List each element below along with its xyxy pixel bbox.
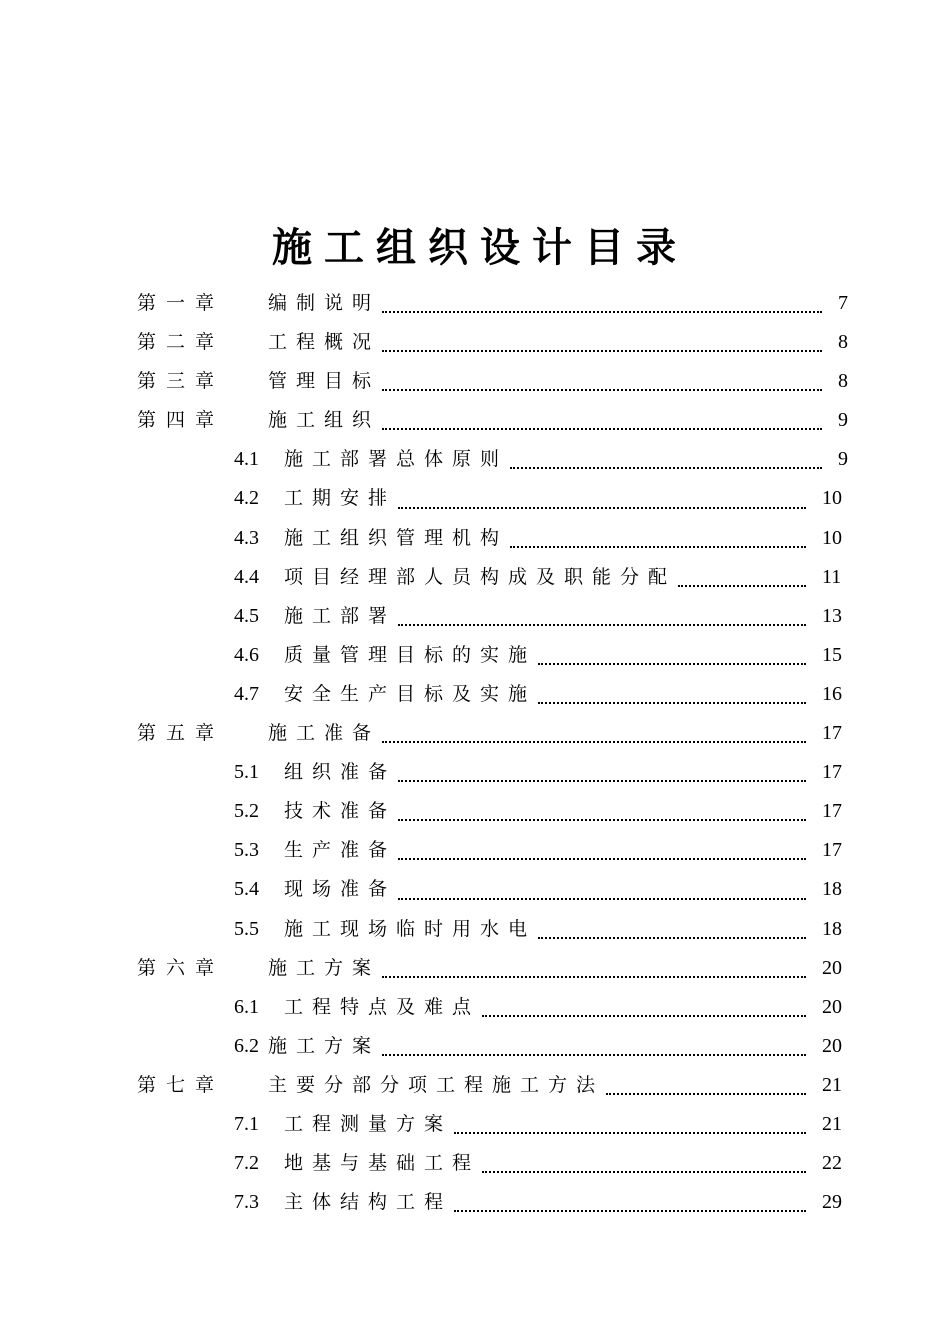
page-number: 18 — [822, 917, 842, 940]
entry-title: 工期安排 — [284, 487, 397, 510]
entry-title: 管理目标 — [268, 370, 381, 393]
dot-leader — [398, 792, 806, 831]
page-number: 8 — [838, 331, 848, 354]
entry-title: 现场准备 — [284, 878, 397, 901]
section-number: 5.2 — [234, 800, 259, 823]
section-number: 7.1 — [234, 1112, 259, 1135]
dot-leader — [538, 675, 806, 714]
dot-leader — [606, 1066, 806, 1105]
entry-title: 工程特点及难点 — [284, 995, 481, 1018]
dot-leader — [398, 753, 806, 792]
dot-leader — [382, 714, 806, 753]
page-number: 13 — [822, 604, 842, 627]
entry-title: 主要分部分项工程施工方法 — [268, 1073, 605, 1096]
toc-entry — [0, 323, 950, 362]
page-number: 17 — [822, 722, 842, 745]
dot-leader — [510, 519, 806, 558]
dot-leader — [538, 910, 806, 949]
section-number: 6.2 — [234, 1034, 259, 1057]
dot-leader — [482, 1144, 806, 1183]
section-number: 4.2 — [234, 487, 259, 510]
page-number: 21 — [822, 1073, 842, 1096]
page-number: 20 — [822, 995, 842, 1018]
page-number: 17 — [822, 839, 842, 862]
section-number: 5.1 — [234, 761, 259, 784]
section-number: 4.4 — [234, 565, 259, 588]
entry-title: 安全生产目标及实施 — [284, 682, 537, 705]
dot-leader — [382, 1027, 806, 1066]
entry-title: 施工准备 — [268, 722, 381, 745]
page-number: 22 — [822, 1152, 842, 1175]
chapter-number: 第三章 — [137, 370, 225, 393]
entry-title: 施工部署 — [284, 604, 397, 627]
toc-entry — [0, 1144, 950, 1183]
toc-entry — [0, 1027, 950, 1066]
toc-entry — [0, 636, 950, 675]
toc-entry — [0, 675, 950, 714]
section-number: 4.3 — [234, 526, 259, 549]
section-number: 5.4 — [234, 878, 259, 901]
entry-title: 施工方案 — [268, 1034, 381, 1057]
toc-entry — [0, 284, 950, 323]
toc-entry — [0, 988, 950, 1027]
dot-leader — [398, 870, 806, 909]
section-number: 6.1 — [234, 995, 259, 1018]
toc-entry — [0, 910, 950, 949]
entry-title: 项目经理部人员构成及职能分配 — [284, 565, 677, 588]
toc-title: 施工组织设计目录 — [272, 225, 688, 271]
page-number: 20 — [822, 956, 842, 979]
dot-leader — [454, 1183, 806, 1222]
toc-entry — [0, 479, 950, 518]
entry-title: 编制说明 — [268, 292, 381, 314]
page-number: 10 — [822, 526, 842, 549]
page-number: 9 — [838, 409, 848, 432]
dot-leader — [538, 636, 806, 675]
entry-title: 主体结构工程 — [284, 1191, 453, 1214]
toc-entry — [0, 440, 950, 479]
dot-leader — [398, 479, 806, 518]
page-number: 11 — [822, 565, 842, 588]
chapter-number: 第六章 — [137, 956, 225, 979]
dot-leader — [382, 284, 822, 323]
dot-leader — [678, 558, 806, 597]
toc-entry — [0, 558, 950, 597]
entry-title: 质量管理目标的实施 — [284, 643, 537, 666]
page-number: 9 — [838, 448, 848, 471]
entry-title: 生产准备 — [284, 839, 397, 862]
toc-entry — [0, 519, 950, 558]
chapter-number: 第七章 — [137, 1073, 225, 1096]
entry-title: 组织准备 — [284, 761, 397, 784]
section-number: 4.1 — [234, 448, 259, 471]
page-number: 10 — [822, 487, 842, 510]
toc-entry — [0, 714, 950, 753]
toc-entry — [0, 362, 950, 401]
section-number: 4.6 — [234, 643, 259, 666]
section-number: 7.3 — [234, 1191, 259, 1214]
entry-title: 施工组织管理机构 — [284, 526, 509, 549]
page-number: 18 — [822, 878, 842, 901]
section-number: 4.7 — [234, 682, 259, 705]
page-number: 21 — [822, 1112, 842, 1135]
toc-entry — [0, 1183, 950, 1222]
page-number: 8 — [838, 370, 848, 393]
dot-leader — [398, 831, 806, 870]
table-of-contents — [0, 284, 950, 1222]
entry-title: 技术准备 — [284, 800, 397, 823]
section-number: 5.5 — [234, 917, 259, 940]
entry-title: 施工部署总体原则 — [284, 448, 509, 471]
dot-leader — [482, 988, 806, 1027]
page-number: 17 — [822, 761, 842, 784]
page-number: 15 — [822, 643, 842, 666]
toc-entry — [0, 1105, 950, 1144]
page-number: 16 — [822, 682, 842, 705]
page-number: 17 — [822, 800, 842, 823]
toc-entry — [0, 401, 950, 440]
toc-entry — [0, 597, 950, 636]
page-number: 7 — [838, 292, 848, 314]
chapter-number: 第五章 — [137, 722, 225, 745]
dot-leader — [382, 401, 822, 440]
dot-leader — [382, 323, 822, 362]
page-number: 20 — [822, 1034, 842, 1057]
chapter-number: 第四章 — [137, 409, 225, 432]
section-number: 7.2 — [234, 1152, 259, 1175]
dot-leader — [382, 949, 806, 988]
section-number: 5.3 — [234, 839, 259, 862]
toc-entry — [0, 870, 950, 909]
entry-title: 施工现场临时用水电 — [284, 917, 537, 940]
page-number: 29 — [822, 1191, 842, 1214]
dot-leader — [398, 597, 806, 636]
chapter-number: 第一章 — [137, 292, 225, 314]
dot-leader — [382, 362, 822, 401]
entry-title: 工程概况 — [268, 331, 381, 354]
entry-title: 工程测量方案 — [284, 1112, 453, 1135]
chapter-number: 第二章 — [137, 331, 225, 354]
toc-entry — [0, 792, 950, 831]
dot-leader — [510, 440, 822, 479]
entry-title: 地基与基础工程 — [284, 1152, 481, 1175]
toc-entry — [0, 753, 950, 792]
toc-entry — [0, 831, 950, 870]
dot-leader — [454, 1105, 806, 1144]
entry-title: 施工组织 — [268, 409, 381, 432]
toc-entry — [0, 1066, 950, 1105]
toc-entry — [0, 949, 950, 988]
entry-title: 施工方案 — [268, 956, 381, 979]
section-number: 4.5 — [234, 604, 259, 627]
